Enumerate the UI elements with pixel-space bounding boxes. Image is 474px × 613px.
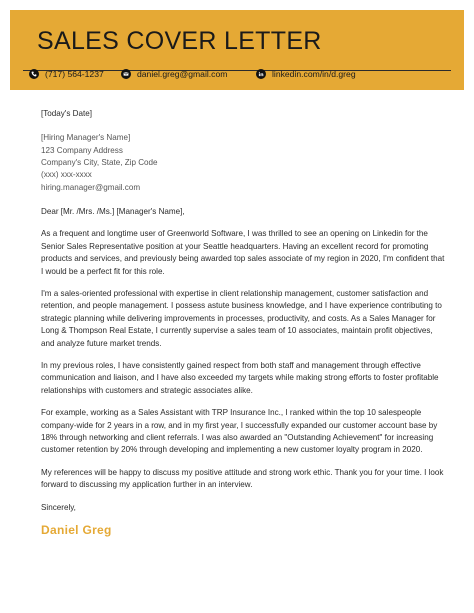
page-title: SALES COVER LETTER xyxy=(37,27,322,55)
recipient-email: hiring.manager@gmail.com xyxy=(41,182,141,192)
contact-email[interactable] xyxy=(121,68,227,80)
greeting: Dear [Mr. /Mrs. /Ms.] [Manager's Name], xyxy=(41,206,185,216)
paragraph-intro: As a frequent and longtime user of Greenworld Software, I was thrilled to see an opening on Linkedin for the Senior Sales Representative position at your Seattle headquarters. Having an excellent record for promoting products and services, and previously being awarded top sales associate of my region in 2020, I'm confident that I would be a perfect fit for this role. xyxy=(41,229,445,276)
paragraph-closing: My references will be happy to discuss my positive attitude and strong work ethic. Thank you for your time. I look forward to discussing my application further in an interview. xyxy=(41,467,444,490)
recipient-block xyxy=(41,132,446,193)
email-icon xyxy=(121,69,131,79)
letter-body xyxy=(41,108,446,536)
contact-phone[interactable] xyxy=(29,68,104,80)
linkedin-url: linkedin.com/in/d.greg xyxy=(272,69,356,79)
recipient-name: [Hiring Manager's Name] xyxy=(41,133,131,143)
paragraph-expertise: I'm a sales-oriented professional with expertise in client relationship management, customer satisfaction and retention, and people management. I possess astute business knowledge, and I have experience contributing to strategic planning while delivering improvements in processes, productivity, and costs. As a Sales Manager for Long & Thompson Real Estate, I currently supervise a sales team of 10 associates, maintain profit objectives, and analyze future market trends. xyxy=(41,288,442,348)
paragraph-example: For example, working as a Sales Assistant with TRP Insurance Inc., I ranked within the top 10 salespeople company-wide for 2 years in a row, and in my first year, I successfully expanded our customer account base by 18% through networking and client referrals. I was also awarded an "Outstanding Achievement" for increasing customer retention by 20% through developing and implementing a new customer loyalty program in 2020. xyxy=(41,408,438,455)
phone-icon xyxy=(29,69,39,79)
phone-number: (717) 564-1237 xyxy=(45,69,104,79)
letter-date: [Today's Date] xyxy=(41,109,93,118)
recipient-phone: (xxx) xxx-xxxx xyxy=(41,170,92,180)
linkedin-icon xyxy=(256,69,266,79)
recipient-city: Company's City, State, Zip Code xyxy=(41,158,158,167)
paragraph-previous-roles: In my previous roles, I have consistently gained respect from both staff and management through effective communication and liaison, and I have also exceeded my targets while making strong efforts to foster profitable relationships with customers and strategic associates alike. xyxy=(41,360,439,395)
contact-linkedin[interactable] xyxy=(256,68,356,80)
closing-salutation: Sincerely, xyxy=(41,502,76,512)
recipient-address: 123 Company Address xyxy=(41,145,123,155)
email-address: daniel.greg@gmail.com xyxy=(137,69,228,79)
signature: Daniel Greg xyxy=(41,523,112,538)
